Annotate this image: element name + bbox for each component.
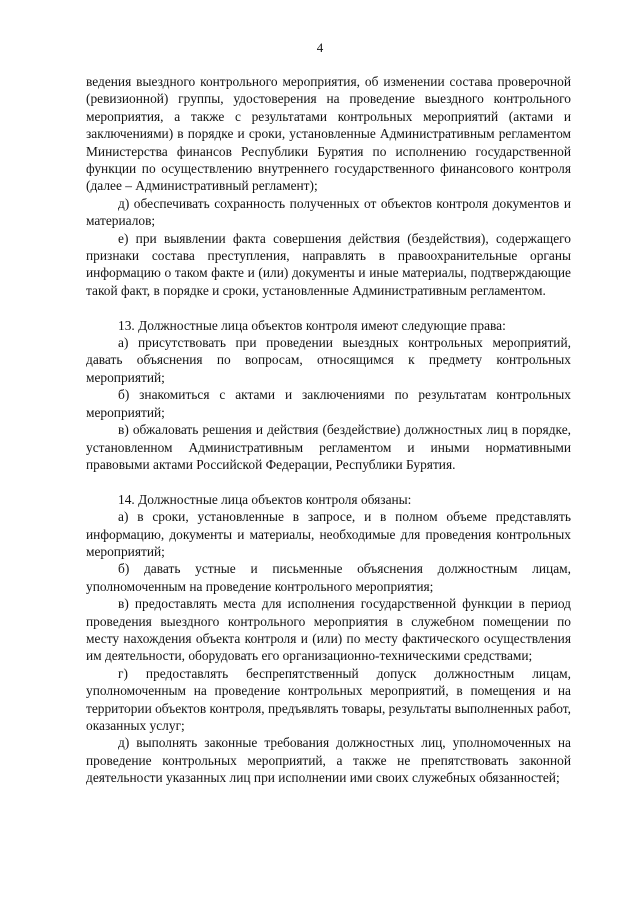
- paragraph-14-item-v: в) предоставлять места для исполнения государственной функции в период проведения выездного контрольного мероприятия в служебном помещении по месту нахождения объекта контроля и (или) по месту фактического осуществления им деятельности, оборудовать его организационно-техническими средствами;: [86, 596, 571, 664]
- paragraph-item-e: е) при выявлении факта совершения действия (бездействия), содержащего признаки состава преступления, направлять в правоохранительные органы информацию о таком факте и (или) документы и иные материалы, подтверждающие такой факт, в порядке и сроки, установленные Административным регламентом.: [86, 230, 571, 298]
- paragraph-13-item-b: б) знакомиться с актами и заключениями по результатам контрольных мероприятий;: [86, 387, 571, 420]
- paragraph-14-item-b: б) давать устные и письменные объяснения должностным лицам, уполномоченным на проведение контрольного мероприятия;: [86, 561, 571, 594]
- section-13-heading: 13. Должностные лица объектов контроля имеют следующие права:: [118, 317, 506, 333]
- paragraph-item-d: д) обеспечивать сохранность полученных от объектов контроля документов и материалов;: [86, 195, 571, 229]
- paragraph-13-item-a: а) присутствовать при проведении выездных контрольных мероприятий, давать объяснения по вопросам, относящимся к предмету контрольных мероприятий;: [86, 335, 571, 385]
- paragraph-14-item-d: д) выполнять законные требования должностных лиц, уполномоченных на проведение контрольных мероприятий, а также не препятствовать законной деятельности указанных лиц при исполнении ими своих служебных обязанностей;: [86, 735, 571, 786]
- page-number: 4: [316, 40, 324, 55]
- document-body: [86, 73, 571, 787]
- paragraph-14-item-g: г) предоставлять беспрепятственный допуск должностным лицам, уполномоченным на проведение контрольных мероприятий, в помещения и на территории объектов контроля, предъявлять товары, результаты выполненных работ, оказанных услуг;: [86, 665, 571, 733]
- section-14-heading: 14. Должностные лица объектов контроля обязаны:: [118, 491, 412, 507]
- paragraph-14-item-a: а) в сроки, установленные в запросе, и в полном объеме представлять информацию, документы и материалы, необходимые для проведения контрольных мероприятий;: [86, 509, 571, 559]
- paragraph-continuation: ведения выездного контрольного мероприятия, об изменении состава проверочной (ревизионной) группы, удостоверения на проведение выездного контрольного мероприятия, а также с результатами контрольных мероприятий (актами и заключениями) в порядке и сроки, установленные Административным регламентом Министерства финансов Республики Бурятия по исполнению государственной функции по осуществлению внутреннего государственного финансового контроля (далее – Административный регламент);: [86, 74, 571, 194]
- paragraph-13-item-v: в) обжаловать решения и действия (бездействие) должностных лиц в порядке, установленном Административным регламентом и иными нормативными правовыми актами Российской Федерации, Республики Бурятия.: [86, 422, 571, 472]
